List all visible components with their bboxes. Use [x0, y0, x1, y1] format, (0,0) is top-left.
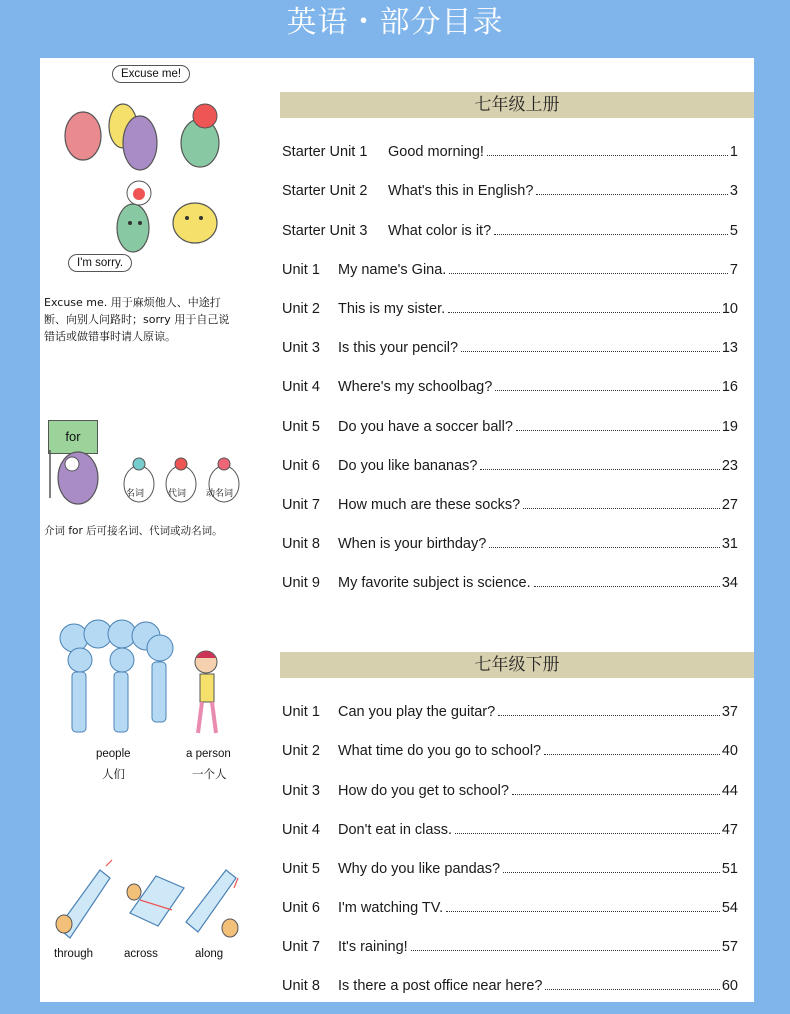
toc-entry[interactable]	[282, 295, 738, 317]
unit-label: Unit 8	[282, 536, 320, 552]
dot-leader	[449, 273, 728, 274]
dot-leader	[544, 754, 720, 755]
page-number: 47	[721, 822, 738, 838]
lesson-title: It's raining!	[338, 939, 408, 955]
toc-entry[interactable]	[282, 972, 738, 994]
dot-leader	[503, 872, 720, 873]
lesson-title: Why do you like pandas?	[338, 861, 501, 877]
unit-label: Unit 2	[282, 301, 320, 317]
unit-label: Starter Unit 2	[282, 183, 368, 199]
page-number: 16	[721, 379, 738, 395]
dot-leader	[448, 312, 720, 313]
across-label: across	[124, 948, 158, 960]
page-number: 19	[721, 419, 738, 435]
excuse-me-note: Excuse me. 用于麻烦他人、中途打断、向别人问路时；sorry 用于自己说错话或做错事时请人原谅。	[44, 296, 230, 343]
unit-label: Unit 4	[282, 822, 320, 838]
for-characters-illustration	[44, 448, 240, 508]
lesson-title: Is this your pencil?	[338, 340, 459, 356]
toc-entry[interactable]	[282, 413, 738, 435]
unit-label: Unit 1	[282, 704, 320, 720]
people-label: people	[96, 748, 131, 760]
lesson-title: This is my sister.	[338, 301, 446, 317]
dot-leader	[489, 547, 720, 548]
toc-entry[interactable]	[282, 452, 738, 474]
dot-leader	[494, 234, 728, 235]
section-header-grade7-vol2: 七年级下册	[280, 652, 754, 678]
page-number: 54	[721, 900, 738, 916]
page-number: 34	[721, 575, 738, 591]
unit-label: Starter Unit 1	[282, 144, 368, 160]
section-header-grade7-vol1: 七年级上册	[280, 92, 754, 118]
lesson-title: What time do you go to school?	[338, 743, 542, 759]
toc-entry[interactable]	[282, 334, 738, 356]
dot-leader	[523, 508, 720, 509]
lesson-title: Good morning!	[388, 144, 484, 160]
lesson-title: Can you play the guitar?	[338, 704, 496, 720]
for-note: 介词 for 后可接名词、代词或动名词。	[44, 525, 223, 537]
for-sign-label: for	[65, 429, 81, 444]
page-number: 13	[721, 340, 738, 356]
page-number: 57	[721, 939, 738, 955]
toc-entry[interactable]	[282, 698, 738, 720]
lesson-title: Do you have a soccer ball?	[338, 419, 513, 435]
pronoun-tag: 代词	[168, 488, 187, 498]
sorry-bubble: I'm sorry.	[68, 254, 132, 272]
page-number: 23	[721, 458, 738, 474]
dot-leader	[455, 833, 720, 834]
unit-label: Unit 9	[282, 575, 320, 591]
page-number: 5	[729, 223, 738, 239]
toc-entry[interactable]	[282, 138, 738, 160]
page-number: 40	[721, 743, 738, 759]
unit-label: Unit 7	[282, 939, 320, 955]
dot-leader	[487, 155, 728, 156]
dot-leader	[446, 911, 720, 912]
noun-tag: 名词	[126, 488, 145, 498]
lesson-title: Where's my schoolbag?	[338, 379, 493, 395]
lesson-title: How much are these socks?	[338, 497, 521, 513]
toc-entry[interactable]	[282, 816, 738, 838]
along-label: along	[195, 948, 224, 960]
lesson-title: I'm watching TV.	[338, 900, 444, 916]
prepositions-illustration	[48, 858, 243, 948]
lesson-title: Do you like bananas?	[338, 458, 478, 474]
toc-entry[interactable]	[282, 217, 738, 239]
unit-label: Unit 6	[282, 458, 320, 474]
dot-leader	[498, 715, 720, 716]
dot-leader	[480, 469, 719, 470]
unit-label: Starter Unit 3	[282, 223, 368, 239]
toc-entry[interactable]	[282, 256, 738, 278]
unit-label: Unit 5	[282, 419, 320, 435]
catalog-page	[40, 58, 754, 1002]
dot-leader	[545, 989, 719, 990]
person-cn-label: 一个人	[192, 769, 227, 781]
through-label: through	[54, 948, 94, 960]
page-number: 31	[721, 536, 738, 552]
unit-label: Unit 3	[282, 340, 320, 356]
page-title: 英语・部分目录	[286, 5, 504, 40]
lesson-title: What color is it?	[388, 223, 492, 239]
unit-label: Unit 2	[282, 743, 320, 759]
dot-leader	[516, 430, 720, 431]
page-number: 44	[721, 783, 738, 799]
lesson-title: Don't eat in class.	[338, 822, 452, 838]
toc-entry[interactable]	[282, 530, 738, 552]
toc-entry[interactable]	[282, 933, 738, 955]
lesson-title: What's this in English?	[388, 183, 534, 199]
page-number: 1	[729, 144, 738, 160]
unit-label: Unit 3	[282, 783, 320, 799]
unit-label: Unit 8	[282, 978, 320, 994]
lesson-title: Is there a post office near here?	[338, 978, 543, 994]
unit-label: Unit 6	[282, 900, 320, 916]
dot-leader	[461, 351, 720, 352]
page-number: 51	[721, 861, 738, 877]
toc-entry[interactable]	[282, 855, 738, 877]
page-number: 10	[721, 301, 738, 317]
excuse-me-bubble: Excuse me!	[112, 65, 190, 83]
toc-entry[interactable]	[282, 491, 738, 513]
toc-entry[interactable]	[282, 894, 738, 916]
lesson-title: How do you get to school?	[338, 783, 509, 799]
lesson-title: My name's Gina.	[338, 262, 447, 278]
page-number: 37	[721, 704, 738, 720]
toc-entry[interactable]	[282, 177, 738, 199]
unit-label: Unit 7	[282, 497, 320, 513]
people-illustration	[50, 618, 240, 748]
unit-label: Unit 4	[282, 379, 320, 395]
toc-entry[interactable]	[282, 737, 738, 759]
gerund-tag: 动名词	[206, 488, 234, 498]
page-number: 60	[721, 978, 738, 994]
excuse-me-illustration	[55, 88, 245, 258]
page-number: 3	[729, 183, 738, 199]
dot-leader	[512, 794, 720, 795]
unit-label: Unit 1	[282, 262, 320, 278]
people-cn-label: 人们	[102, 769, 125, 781]
page-number: 27	[721, 497, 738, 513]
toc-entry[interactable]	[282, 373, 738, 395]
lesson-title: My favorite subject is science.	[338, 575, 531, 591]
toc-entry[interactable]	[282, 569, 738, 591]
page-number: 7	[729, 262, 738, 278]
unit-label: Unit 5	[282, 861, 320, 877]
person-label: a person	[186, 748, 231, 760]
toc-entry[interactable]	[282, 777, 738, 799]
table-of-contents	[280, 58, 754, 1002]
dot-leader	[534, 586, 720, 587]
dot-leader	[536, 194, 728, 195]
illustration-column	[40, 58, 240, 1002]
lesson-title: When is your birthday?	[338, 536, 487, 552]
dot-leader	[411, 950, 720, 951]
dot-leader	[495, 390, 720, 391]
